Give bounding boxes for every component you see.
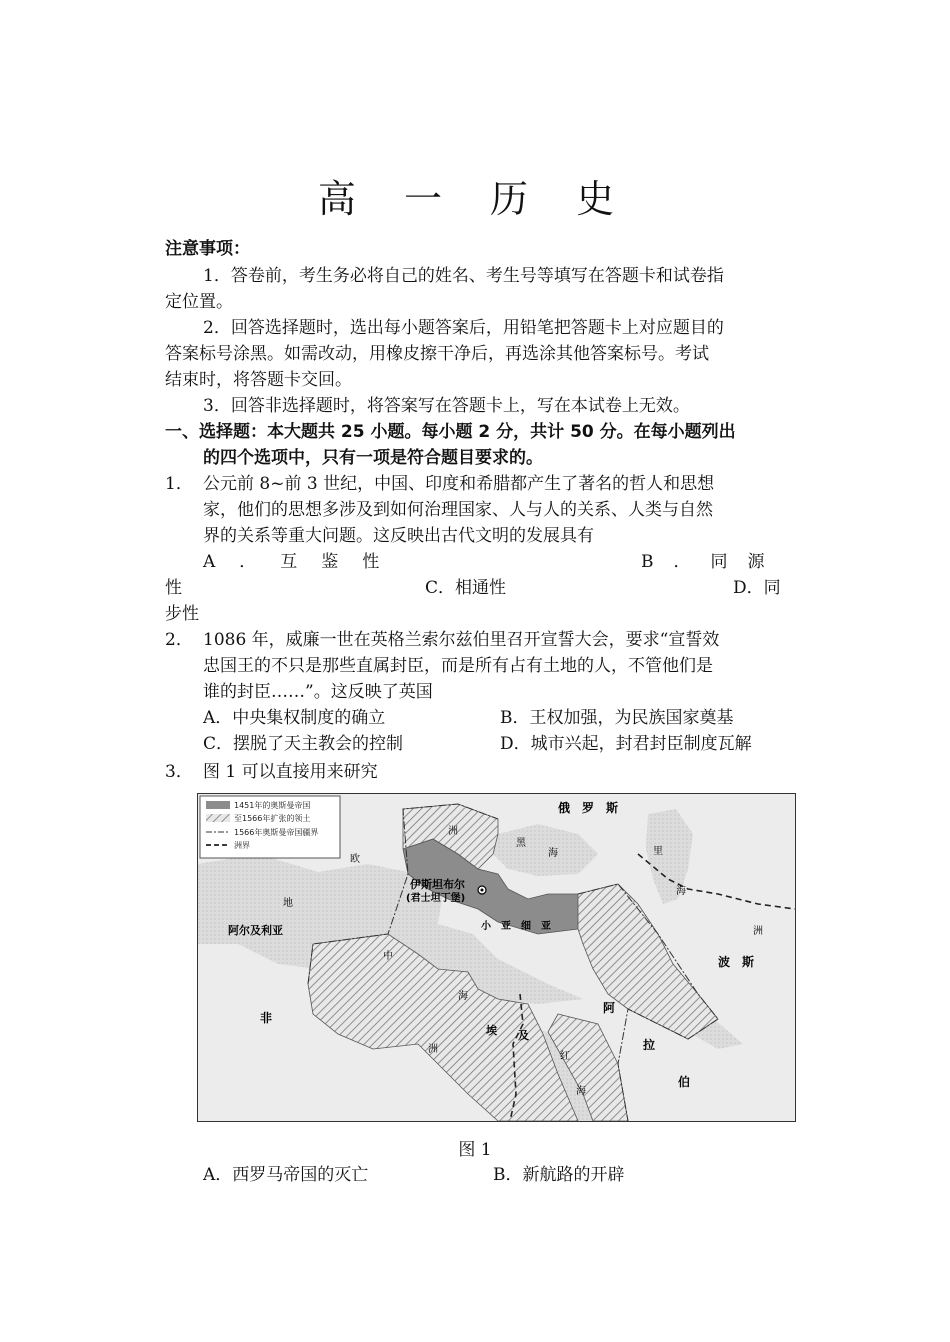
section-heading-line-2: 的四个选项中，只有一项是符合题目要求的。	[203, 448, 543, 468]
label-asia-zhou: 洲	[753, 926, 763, 937]
q3-stem-line-1: 图 1 可以直接用来研究	[203, 762, 378, 782]
legend-1451: 1451年的奥斯曼帝国	[234, 801, 311, 810]
legend-continent: 洲界	[234, 841, 250, 850]
label-asia-minor: 小 亚 细 亚	[481, 921, 551, 932]
istanbul-marker-dot	[481, 889, 484, 892]
q2-option-c: C．摆脱了天主教会的控制	[203, 734, 404, 754]
q2-option-b: B．王权加强，为民族国家奠基	[500, 708, 734, 728]
q3-number: 3．	[165, 762, 193, 782]
label-europe-zhou: 洲	[448, 826, 458, 837]
q2-stem-line-2: 忠国王的不只是那些直属封臣，而是所有占有土地的人，不管他们是	[203, 656, 713, 676]
label-red-hai: 海	[576, 1086, 586, 1097]
label-egypt-ji: 及	[518, 1029, 529, 1042]
q1-stem-line-3: 界的关系等重大问题。这反映出古代文明的发展具有	[203, 526, 594, 546]
label-istanbul: 伊斯坦布尔	[410, 878, 465, 891]
q1-option-c: C．相通性	[425, 578, 507, 598]
notice-item-2-line-1: 2．回答选择题时，选出每小题答案后，用铅笔把答题卡上对应题目的	[203, 318, 724, 338]
label-algeria: 阿尔及利亚	[228, 924, 283, 937]
q1-stem-line-2: 家，他们的思想多涉及到如何治理国家、人与人的关系、人类与自然	[203, 500, 713, 520]
label-africa-fei: 非	[260, 1011, 273, 1025]
label-constantinople: (君士坦丁堡)	[406, 893, 466, 904]
label-egypt-ai: 埃	[486, 1024, 497, 1037]
label-arabia-a: 阿	[603, 1001, 616, 1015]
legend-boundary: 1566年奥斯曼帝国疆界	[234, 828, 319, 837]
figure-caption: 图 1	[458, 1140, 492, 1160]
ottoman-empire-map	[197, 793, 796, 1122]
q2-option-d: D．城市兴起，封君封臣制度瓦解	[500, 734, 752, 754]
q1-option-d-cont: 步性	[165, 604, 199, 624]
q2-stem-line-1: 1086 年，威廉一世在英格兰索尔兹伯里召开宣誓大会，要求“宣誓效	[203, 630, 720, 650]
q3-option-b: B．新航路的开辟	[493, 1165, 625, 1185]
q1-option-d: D．同	[733, 578, 781, 598]
label-persia: 波 斯	[718, 955, 755, 969]
label-africa-zhou: 洲	[428, 1044, 438, 1055]
label-arabia-bo: 伯	[678, 1075, 691, 1089]
q3-option-a: A．西罗马帝国的灭亡	[203, 1165, 369, 1185]
q2-number: 2．	[165, 630, 193, 650]
notice-item-2-line-3: 结束时，将答题卡交回。	[165, 370, 352, 390]
label-caspian-li: 里	[653, 846, 663, 857]
notice-heading: 注意事项：	[165, 239, 250, 259]
notice-item-1-line-1: 1．答卷前，考生务必将自己的姓名、考生号等填写在答题卡和试卷指	[203, 266, 724, 286]
label-europe-ou: 欧	[350, 854, 360, 865]
section-heading-line-1: 一、选择题：本大题共 25 小题。每小题 2 分，共计 50 分。在每小题列出	[165, 422, 736, 442]
label-red-hong: 红	[560, 1051, 570, 1062]
label-med-zhong: 中	[383, 951, 393, 962]
label-black-sea-hei: 黑	[516, 838, 526, 849]
q1-option-b: B．同源	[641, 552, 785, 572]
label-arabia-la: 拉	[643, 1038, 656, 1052]
q1-option-a: A．互鉴性	[203, 552, 404, 572]
label-caspian-hai: 海	[676, 886, 686, 897]
notice-item-1-line-2: 定位置。	[165, 292, 233, 312]
label-black-sea-hai: 海	[548, 848, 558, 859]
q1-option-b-cont: 性	[165, 578, 182, 598]
label-russia: 俄 罗 斯	[558, 801, 619, 815]
notice-item-2-line-2: 答案标号涂黑。如需改动，用橡皮擦干净后，再选涂其他答案标号。考试	[165, 344, 709, 364]
q2-option-a: A．中央集权制度的确立	[203, 708, 386, 728]
q2-stem-line-3: 谁的封臣……”。这反映了英国	[203, 682, 433, 702]
page-title: 高 一 历 史	[317, 177, 633, 221]
legend-expansion: 至1566年扩张的领土	[234, 814, 311, 823]
notice-item-3: 3．回答非选择题时，将答案写在答题卡上，写在本试卷上无效。	[203, 396, 690, 416]
label-med-di: 地	[283, 898, 293, 909]
q1-number: 1．	[165, 474, 193, 494]
label-med-hai: 海	[458, 991, 468, 1002]
q1-stem-line-1: 公元前 8~前 3 世纪，中国、印度和希腊都产生了著名的哲人和思想	[203, 474, 715, 494]
